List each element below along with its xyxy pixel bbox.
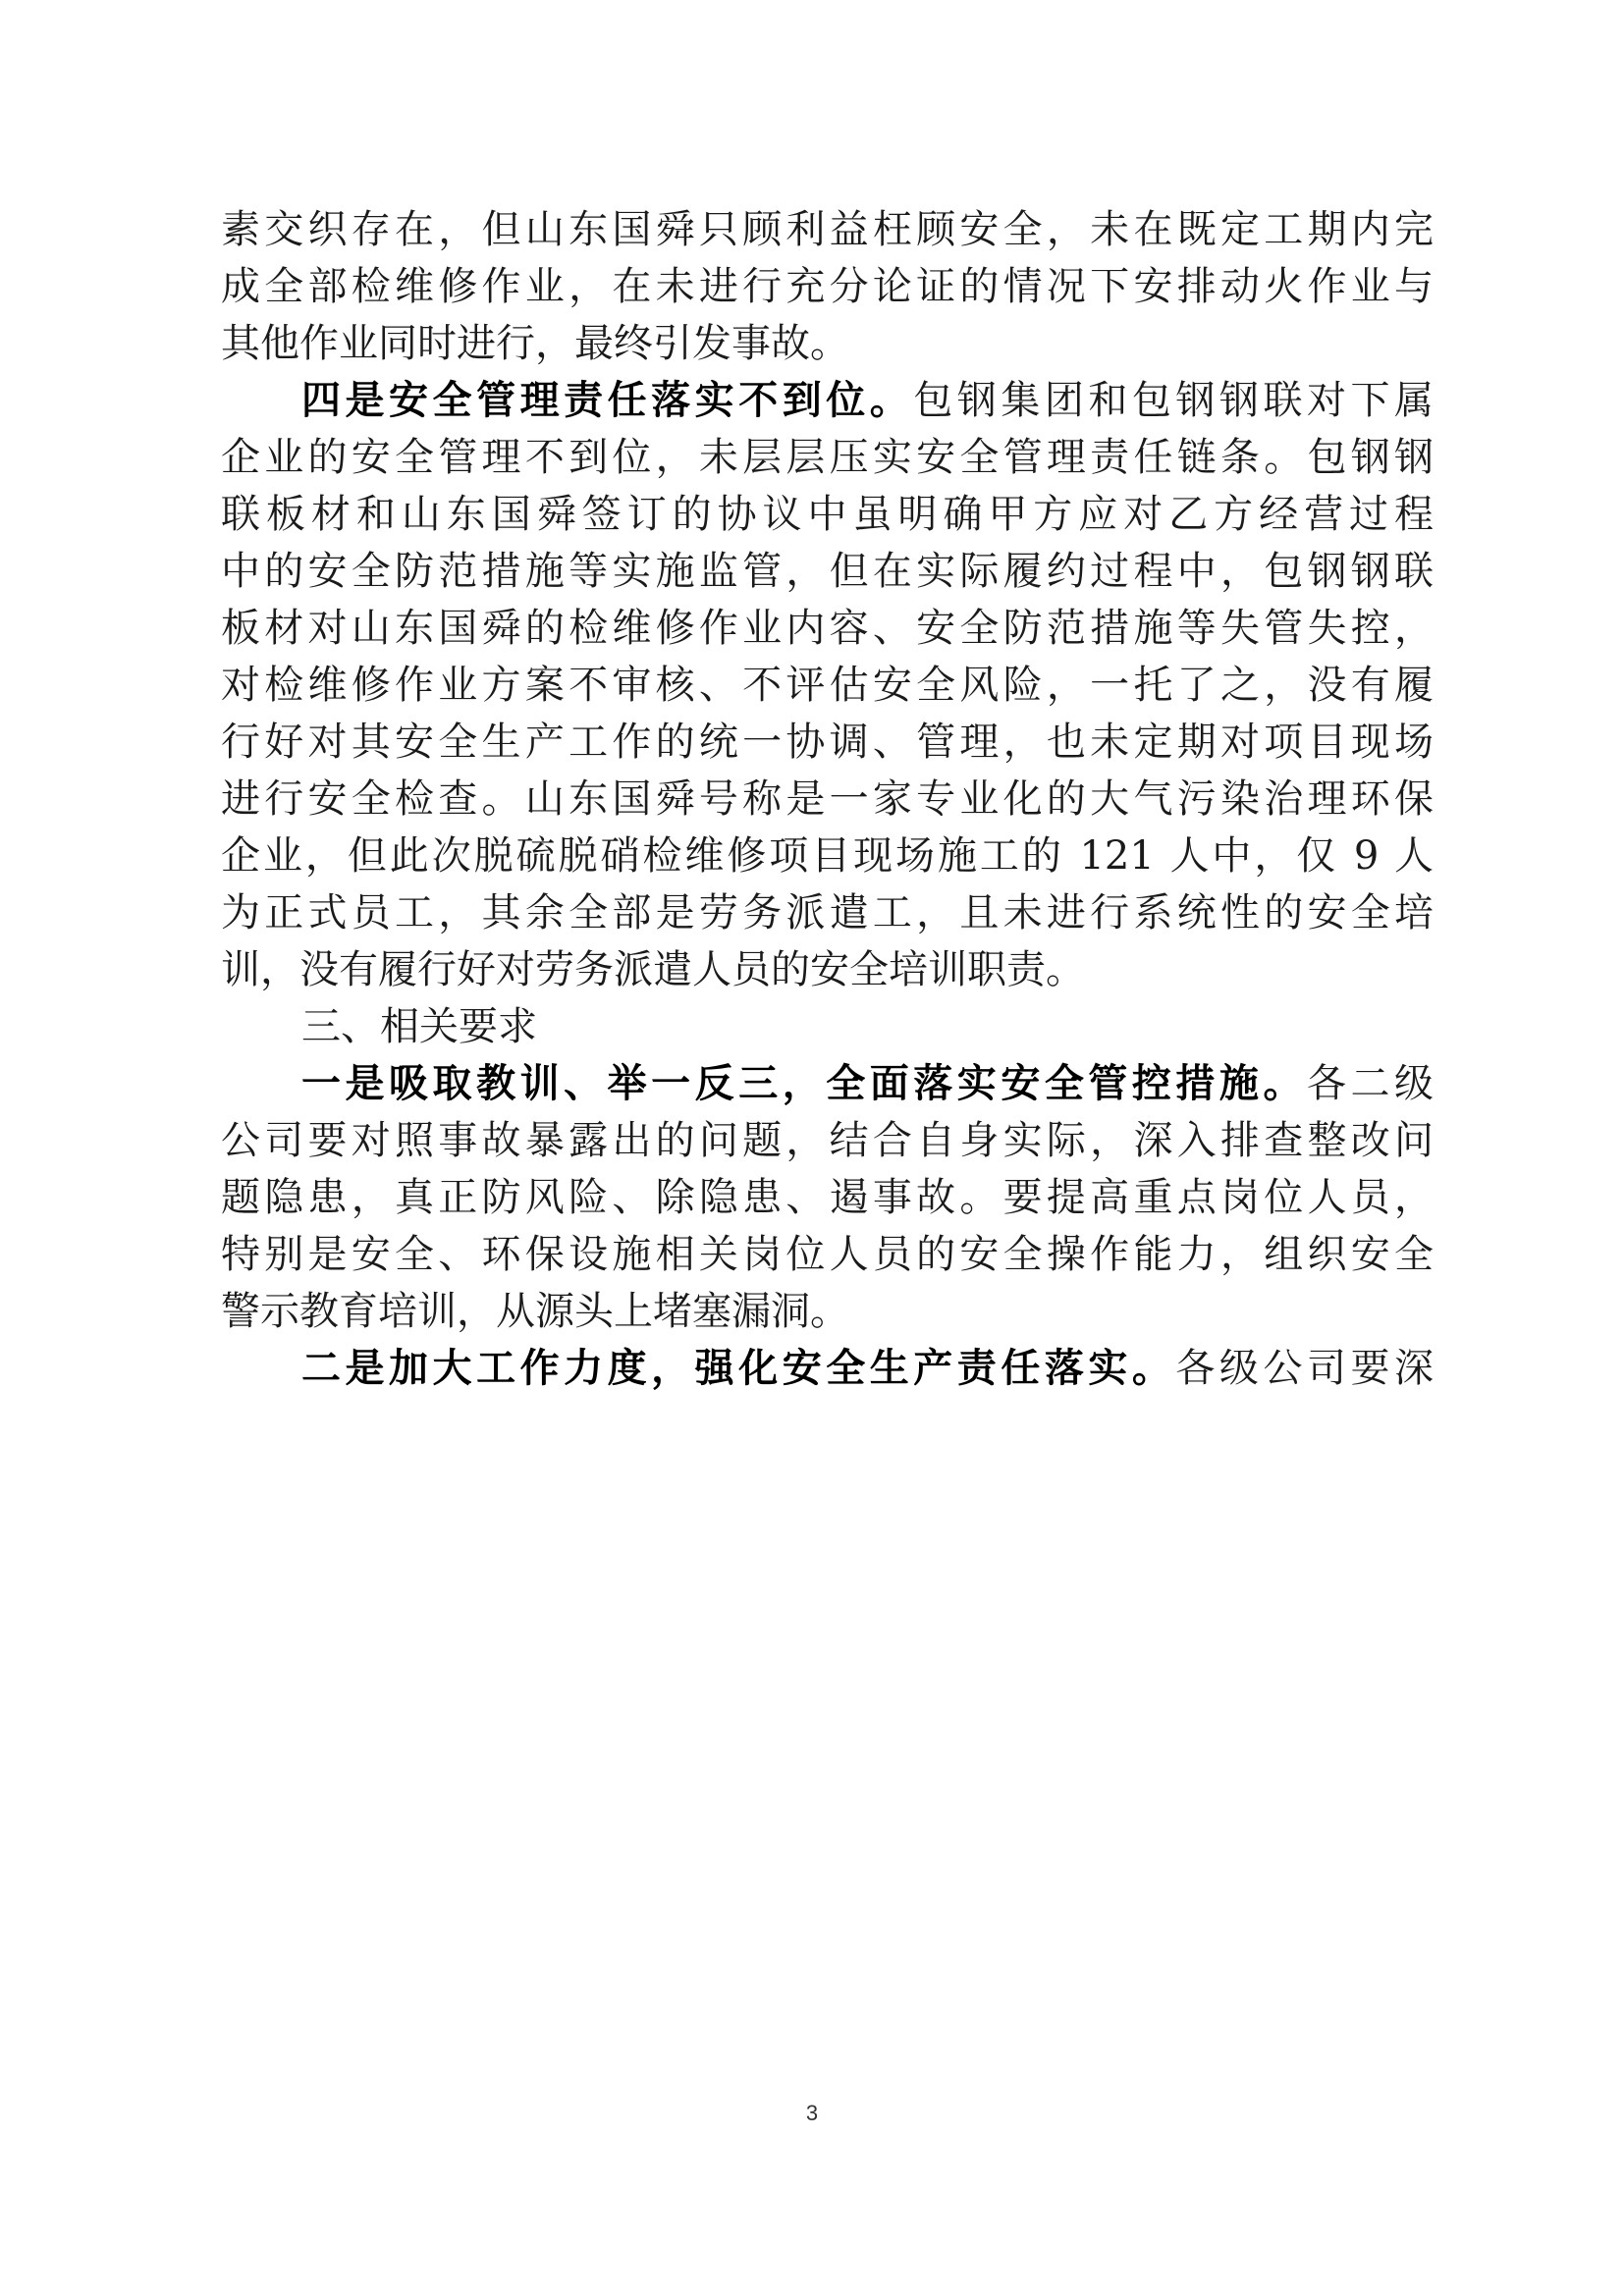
paragraph-1-line-1: 素交织存在，但山东国舜只顾利益枉顾安全，未在既定工期内完 xyxy=(221,207,1434,252)
paragraph-2-line-2: 企业的安全管理不到位，未层层压实安全管理责任链条。包钢钢 xyxy=(221,435,1434,480)
paragraph-2-line-5: 板材对山东国舜的检维修作业内容、安全防范措施等失管失控， xyxy=(221,606,1434,651)
paragraph-2-bold-lead: 四是安全管理责任落实不到位。 xyxy=(301,377,914,423)
paragraph-2-line-10: 为正式员工，其余全部是劳务派遣工，且未进行系统性的安全培 xyxy=(221,890,1434,935)
paragraph-2-first-line xyxy=(301,371,1434,430)
paragraph-2-line-6: 对检维修作业方案不审核、不评估安全风险，一托了之，没有履 xyxy=(221,663,1434,708)
paragraph-3-line-3: 题隐患，真正防风险、除隐患、遏事故。要提高重点岗位人员， xyxy=(221,1175,1434,1220)
paragraph-2-line-3: 联板材和山东国舜签订的协议中虽明确甲方应对乙方经营过程 xyxy=(221,492,1434,537)
paragraph-3-line-2: 公司要对照事故暴露出的问题，结合自身实际，深入排查整改问 xyxy=(221,1118,1434,1163)
paragraph-4-first-line xyxy=(301,1339,1434,1398)
paragraph-3-line-4: 特别是安全、环保设施相关岗位人员的安全操作能力，组织安全 xyxy=(221,1232,1434,1277)
paragraph-3-line-5: 警示教育培训，从源头上堵塞漏洞。 xyxy=(221,1289,849,1334)
section-heading: 三、相关要求 xyxy=(301,1004,537,1049)
paragraph-1-line-3: 其他作业同时进行，最终引发事故。 xyxy=(221,321,849,366)
paragraph-2-line-11: 训，没有履行好对劳务派遣人员的安全培训职责。 xyxy=(221,947,1085,992)
page-number: 3 xyxy=(805,2101,819,2125)
paragraph-2-line-4: 中的安全防范措施等实施监管，但在实际履约过程中，包钢钢联 xyxy=(221,549,1434,594)
paragraph-4-bold-lead: 二是加大工作力度，强化安全生产责任落实。 xyxy=(301,1345,1176,1391)
paragraph-1-line-2: 成全部检维修作业，在未进行充分论证的情况下安排动火作业与 xyxy=(221,264,1434,309)
paragraph-2-line-8: 进行安全检查。山东国舜号称是一家专业化的大气污染治理环保 xyxy=(221,776,1434,822)
paragraph-2-line-7: 行好对其安全生产工作的统一协调、管理，也未定期对项目现场 xyxy=(221,720,1434,765)
paragraph-3-first-line xyxy=(301,1054,1434,1113)
paragraph-2-first-line-rest: 包钢集团和包钢钢联对下属 xyxy=(913,378,1435,423)
paragraph-3-first-line-rest: 各二级 xyxy=(1306,1061,1435,1106)
paragraph-3-bold-lead: 一是吸取教训、举一反三，全面落实安全管控措施。 xyxy=(301,1060,1307,1106)
paragraph-4-first-line-rest: 各级公司要深 xyxy=(1175,1346,1435,1391)
paragraph-2-line-9: 企业，但此次脱硫脱硝检维修项目现场施工的 121 人中，仅 9 人 xyxy=(221,833,1434,879)
